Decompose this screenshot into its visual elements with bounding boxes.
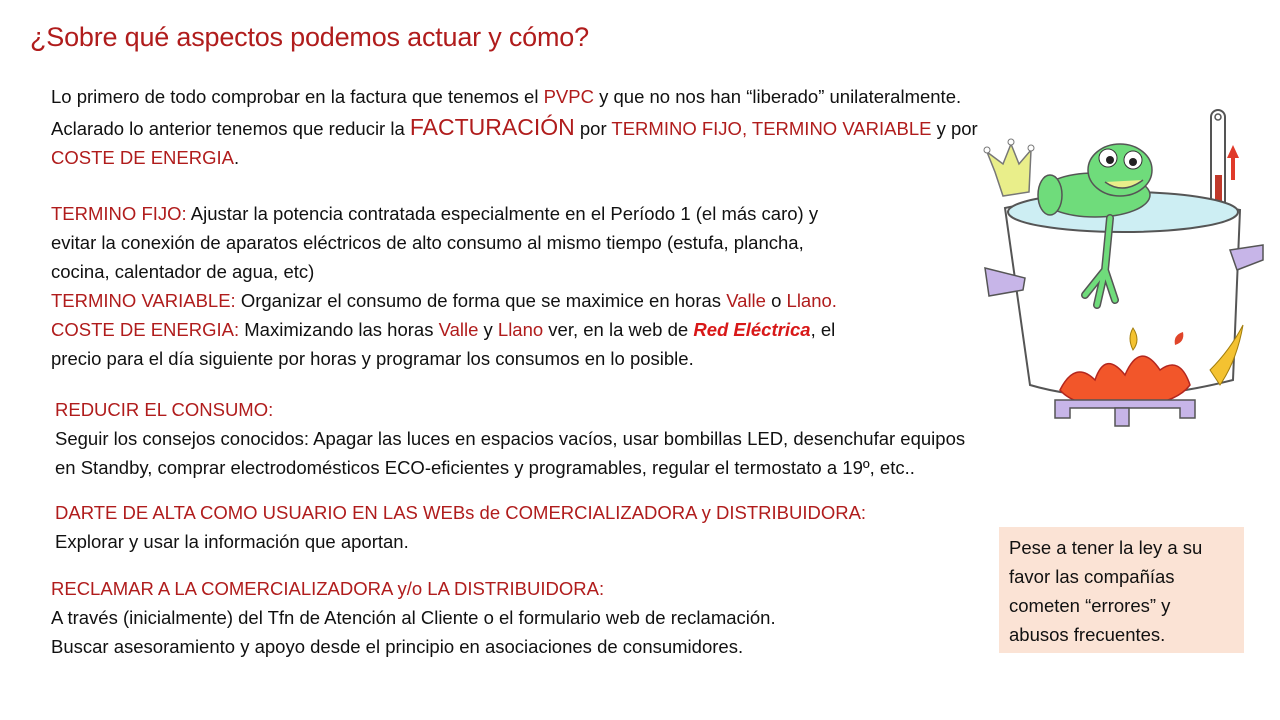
note-line-2: favor las compañías xyxy=(1009,566,1175,587)
note-box xyxy=(999,527,1244,653)
terms-section xyxy=(51,199,837,373)
valle-highlight: Valle xyxy=(726,290,766,311)
note-line-1: Pese a tener la ley a su xyxy=(1009,537,1203,558)
reclamar-line-1: A través (inicialmente) del Tfn de Atención al Cliente o el formulario web de reclamación. xyxy=(51,607,776,628)
termino-fijo-label: TERMINO FIJO: xyxy=(51,203,187,224)
alta-heading: DARTE DE ALTA COMO USUARIO EN LAS WEBs de COMERCIALIZADORA y DISTRIBUIDORA: xyxy=(55,502,867,523)
terminos-highlight: TERMINO FIJO, TERMINO VARIABLE xyxy=(611,118,932,139)
termino-fijo-line-1 xyxy=(51,199,837,228)
intro-line-1 xyxy=(51,82,978,111)
facturacion-highlight: FACTURACIÓN xyxy=(409,114,575,140)
reducir-section xyxy=(55,395,965,482)
pvpc-highlight: PVPC xyxy=(543,86,594,107)
alta-section xyxy=(55,498,866,556)
reclamar-heading: RECLAMAR A LA COMERCIALIZADORA y/o LA DISTRIBUIDORA: xyxy=(51,578,605,599)
intro-text: y que no nos han “liberado” unilateralmente. xyxy=(593,86,962,107)
intro-paragraph xyxy=(51,82,978,172)
coste-energia-label: COSTE DE ENERGIA: xyxy=(51,319,240,340)
coste-energia-text: , el xyxy=(810,319,836,340)
termino-variable-label: TERMINO VARIABLE: xyxy=(51,290,236,311)
termino-variable-text: o xyxy=(765,290,787,311)
slide-title: ¿Sobre qué aspectos podemos actuar y cómo? xyxy=(30,22,589,52)
coste-energia-line-2: precio para el día siguiente por horas y programar los consumos en lo posible. xyxy=(51,348,694,369)
intro-text: y por xyxy=(931,118,978,139)
intro-text: Lo primero de todo comprobar en la factura que tenemos el xyxy=(51,86,544,107)
intro-text: Aclarado lo anterior tenemos que reducir la xyxy=(51,118,410,139)
reducir-heading: REDUCIR EL CONSUMO: xyxy=(55,399,274,420)
llano-highlight: Llano. xyxy=(786,290,837,311)
alta-line-1: Explorar y usar la información que aportan. xyxy=(55,531,409,552)
reducir-line-2: en Standby, comprar electrodomésticos ECO-eficientes y programables, regular el termostato a 19º, etc.. xyxy=(55,457,915,478)
termino-fijo-text: Ajustar la potencia contratada especialmente en el Período 1 (el más caro) y xyxy=(186,203,819,224)
intro-line-2 xyxy=(51,113,978,143)
intro-text: por xyxy=(574,118,612,139)
termino-variable-line xyxy=(51,286,837,315)
reclamar-section xyxy=(51,574,776,661)
note-line-3: cometen “errores” y xyxy=(1009,595,1171,616)
coste-energia-line-1 xyxy=(51,315,837,344)
crown-icon xyxy=(984,139,1034,196)
red-electrica-link[interactable]: Red Eléctrica xyxy=(693,319,811,340)
coste-energia-highlight: COSTE DE ENERGIA xyxy=(51,147,234,168)
coste-energia-text: ver, en la web de xyxy=(543,319,694,340)
reducir-line-1: Seguir los consejos conocidos: Apagar las luces en espacios vacíos, usar bombillas LED, desenchufar equipos xyxy=(55,428,966,449)
llano-highlight: Llano xyxy=(497,319,544,340)
valle-highlight: Valle xyxy=(438,319,479,340)
reclamar-line-2: Buscar asesoramiento y apoyo desde el principio en asociaciones de consumidores. xyxy=(51,636,744,657)
intro-text: . xyxy=(233,147,240,168)
note-line-4: abusos frecuentes. xyxy=(1009,624,1166,645)
coste-energia-text: Maximizando las horas xyxy=(239,319,439,340)
coste-energia-text: y xyxy=(478,319,498,340)
termino-variable-text: Organizar el consumo de forma que se maximice en horas xyxy=(235,290,727,311)
termino-fijo-line-3: cocina, calentador de agua, etc) xyxy=(51,261,315,282)
intro-line-3 xyxy=(51,143,978,172)
termino-fijo-line-2: evitar la conexión de aparatos eléctricos de alto consumo al mismo tiempo (estufa, plancha, xyxy=(51,232,804,253)
frog-in-boiling-pot-illustration xyxy=(975,100,1265,430)
